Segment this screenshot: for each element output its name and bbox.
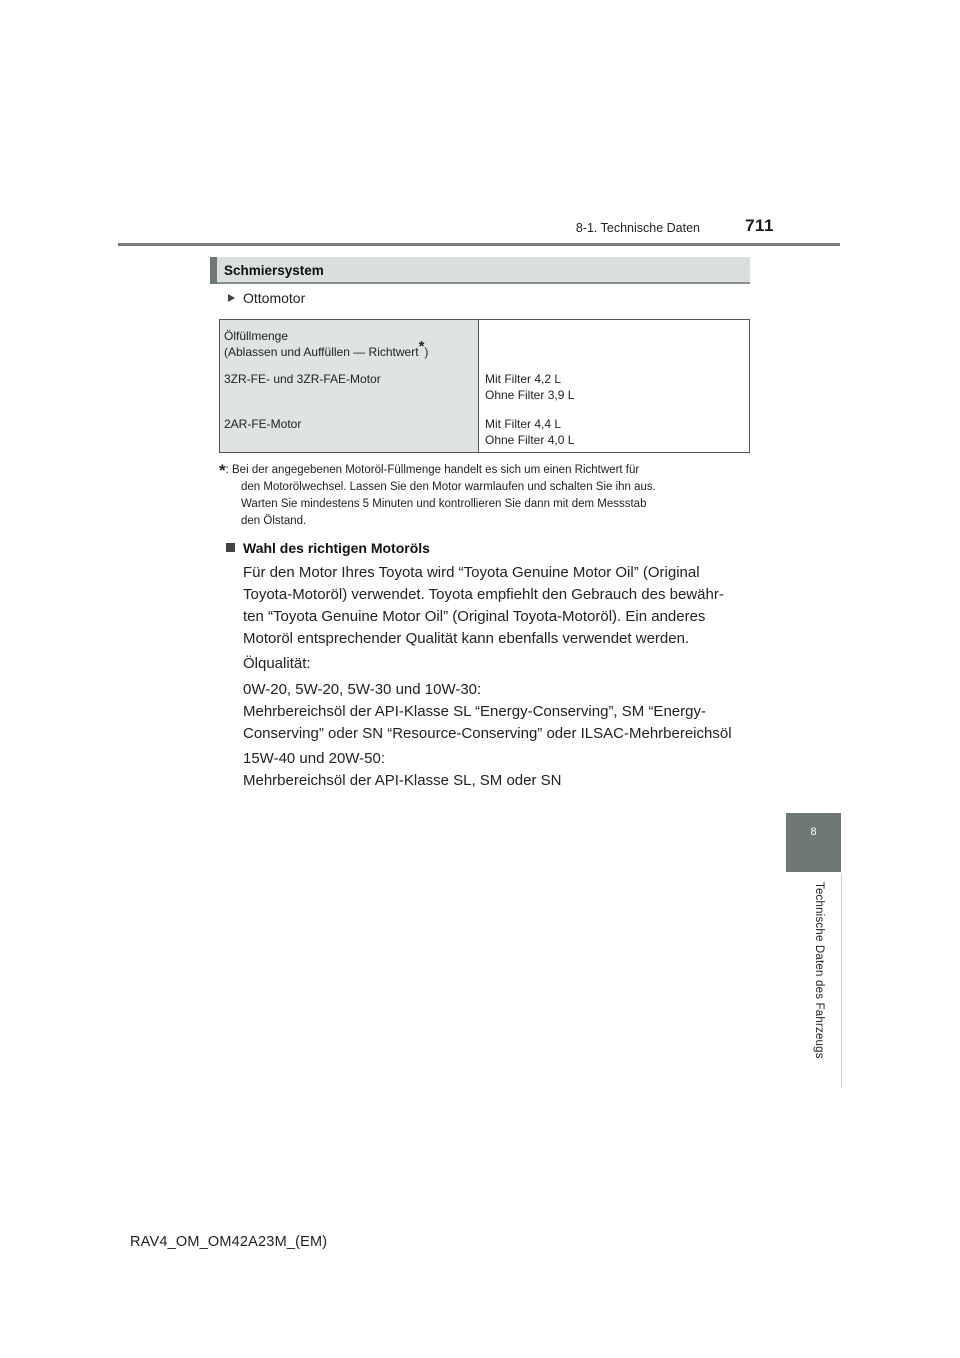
engine-type-label: Ottomotor	[243, 290, 306, 306]
square-bullet-icon	[226, 543, 235, 552]
table-header-line2: (Ablassen und Auffüllen — Richtwert*)	[224, 338, 429, 359]
subsection-heading: Wahl des richtigen Motoröls	[226, 540, 430, 556]
table-header-cell	[224, 328, 474, 360]
table-row-capacity: Mit Filter 4,4 L Ohne Filter 4,0 L	[485, 417, 575, 447]
oil-intro-paragraph: Für den Motor Ihres Toyota wird “Toyota Genuine Motor Oil” (Original Toyota-Motoröl) verwendet. Toyota empfiehlt den Gebrauch des bewähr- ten “Toyota Genuine Motor Oil” (Original Toyota-Motoröl). Ein anderes Motoröl entsprechender Qualität kann ebenfalls verwendet werden.	[243, 564, 724, 647]
footnote-marker: *	[219, 461, 226, 480]
table-row-engine: 2AR-FE-Motor	[224, 417, 302, 431]
header-rule	[118, 243, 840, 246]
chapter-tab-number: 8	[810, 826, 817, 838]
page-number: 711	[745, 216, 774, 235]
engine-type-bullet	[228, 290, 305, 306]
chapter-tab-label: Technische Daten des Fahrzeugs	[813, 882, 825, 1059]
running-header-section: 8-1. Technische Daten	[575, 221, 700, 235]
triangle-bullet-icon	[228, 294, 235, 302]
table-header-line1: Ölfüllmenge	[224, 329, 289, 343]
footnote: *: Bei der angegebenen Motoröl-Füllmenge handelt es sich um einen Richtwert für den Motorölwechsel. Lassen Sie den Motor warmlaufen und schalten Sie ihn aus. Warten Sie mindestens 5 Minuten und kontrollieren Sie dann mit dem Messstab den Ölstand.	[219, 461, 656, 527]
section-title: Schmiersystem	[224, 263, 324, 278]
oil-capacity-table	[219, 319, 750, 453]
table-row-engine: 3ZR-FE- und 3ZR-FAE-Motor	[224, 372, 381, 386]
oil-grade-group-1: 0W-20, 5W-20, 5W-30 und 10W-30: Mehrbereichsöl der API-Klasse SL “Energy-Conserving”, SM “Energy- Conserving” oder SN “Resource-Conserving” oder ILSAC-Mehrbereichsöl	[243, 681, 732, 742]
table-row-capacity: Mit Filter 4,2 L Ohne Filter 3,9 L	[485, 372, 575, 402]
section-header-accent	[210, 257, 217, 284]
oil-quality-label: Ölqualität:	[243, 655, 311, 672]
document-code: RAV4_OM_OM42A23M_(EM)	[130, 1234, 328, 1250]
chapter-tab-line	[841, 873, 842, 1088]
chapter-tab	[786, 813, 841, 872]
oil-grade-group-2: 15W-40 und 20W-50: Mehrbereichsöl der API-Klasse SL, SM oder SN	[243, 750, 562, 789]
